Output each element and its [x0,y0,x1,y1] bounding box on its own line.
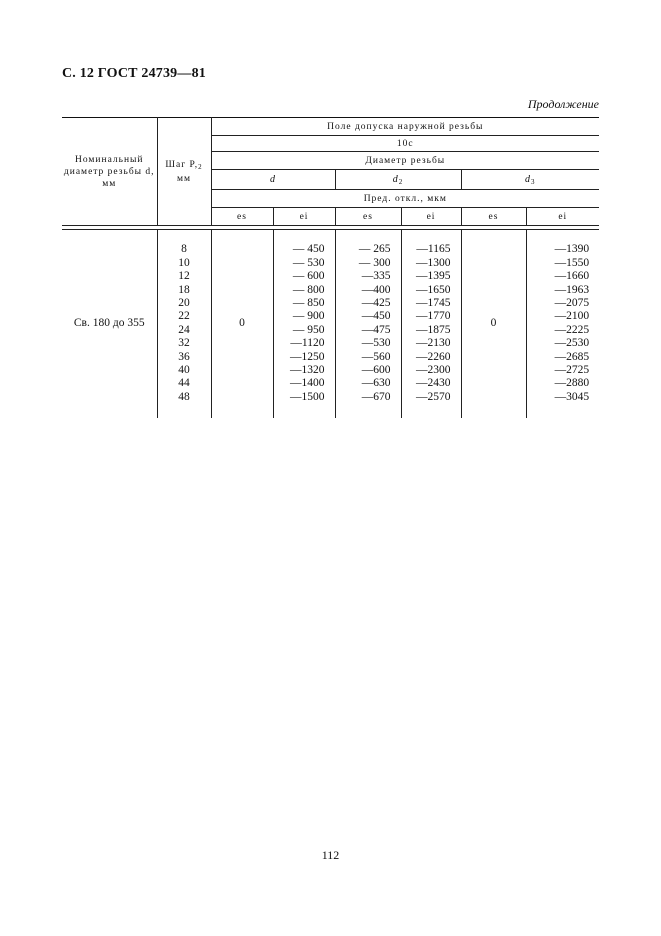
pitch-cell: 10 [157,257,211,270]
d2-es-cell: —425 [335,297,401,310]
nominal-header-line-2: диаметр резьбы d, [63,166,155,177]
d2-ei-cell: —1650 [401,284,461,297]
page-title: С. 12 ГОСТ 24739—81 [62,66,206,81]
d2-ei-cell: —2570 [401,391,461,404]
thread-tolerance-table [62,117,599,418]
d-ei-cell: — 600 [273,270,335,283]
d3-ei-cell: —2880 [526,377,599,390]
d2-ei-cell: —2430 [401,377,461,390]
d2-es-cell: —475 [335,324,401,337]
d-ei-cell: — 900 [273,310,335,323]
tolerance-class-header: 10c [211,136,599,152]
d-ei-header: ei [273,208,335,226]
pitch-cell: 32 [157,337,211,350]
d2-ei-cell: —1875 [401,324,461,337]
d2-es-cell: —600 [335,364,401,377]
nominal-header-line-3: мм [102,178,117,189]
d2-es-cell: —560 [335,351,401,364]
nominal-header-line-1: Номинальный [74,154,144,165]
diameter-d2-header: $d_2$ [335,170,461,190]
pitch-cell: 48 [157,391,211,404]
d2-ei-cell: —1165 [401,243,461,256]
d2-ei-cell: —1300 [401,257,461,270]
page-number: 112 [321,848,340,862]
d2-ei-header: ei [401,208,461,226]
d-ei-cell: — 450 [273,243,335,256]
d3-ei-cell: —1660 [526,270,599,283]
pitch-cell: 44 [157,377,211,390]
diameter-d-header: d [211,170,335,190]
d-es-header: es [211,208,273,226]
diameter-d3-header: $d_3$ [461,170,599,190]
d3-ei-header: ei [526,208,599,226]
d2-ei-cell: —2130 [401,337,461,350]
d-ei-cell: — 950 [273,324,335,337]
d3-ei-cell: —1390 [526,243,599,256]
d3-es-header: es [461,208,526,226]
deviations-header: Пред. откл., мкм [211,190,599,208]
pitch-header-sub: 2 [198,162,203,171]
table-row [62,243,599,256]
d-ei-cell: — 800 [273,284,335,297]
d-ei-cell: —1500 [273,391,335,404]
d3-ei-cell: —1550 [526,257,599,270]
d2-ei-cell: —1395 [401,270,461,283]
d3-ei-cell: —2530 [526,337,599,350]
d3-ei-cell: —2100 [526,310,599,323]
pitch-cell: 12 [157,270,211,283]
d2-es-cell: —530 [335,337,401,350]
d2-es-cell: — 265 [335,243,401,256]
d2-ei-cell: —2300 [401,364,461,377]
pitch-cell: 24 [157,324,211,337]
d-ei-cell: —1400 [273,377,335,390]
pitch-cell: 18 [157,284,211,297]
d3-es-value: 0 [461,243,526,404]
d-ei-cell: —1250 [273,351,335,364]
d-ei-cell: —1320 [273,364,335,377]
continuation-label: Продолжение [527,97,599,111]
diameter-range-label: Св. 180 до 355 [73,317,145,330]
tolerance-field-header: Поле допуска наружной резьбы [211,118,599,136]
thread-diameter-header: Диаметр резьбы [211,152,599,170]
pitch-cell: 20 [157,297,211,310]
d2-ei-cell: —2260 [401,351,461,364]
pitch-header-line-1: Шаг P, [165,159,199,170]
d2-ei-cell: —1745 [401,297,461,310]
d2-es-cell: —335 [335,270,401,283]
pitch-header [157,118,211,226]
d2-es-cell: —400 [335,284,401,297]
d2-es-cell: — 300 [335,257,401,270]
pitch-cell: 8 [157,243,211,256]
d3-ei-cell: —2225 [526,324,599,337]
d2-es-cell: —450 [335,310,401,323]
d3-ei-cell: —2725 [526,364,599,377]
pitch-header-line-2: мм [176,173,192,184]
d3-ei-cell: —2685 [526,351,599,364]
d3-ei-cell: —3045 [526,391,599,404]
nominal-diameter-header [62,118,157,226]
d3-ei-cell: —1963 [526,284,599,297]
d2-es-cell: —630 [335,377,401,390]
pitch-cell: 22 [157,310,211,323]
d-es-value: 0 [211,243,273,404]
d2-ei-cell: —1770 [401,310,461,323]
d-ei-cell: —1120 [273,337,335,350]
pitch-cell: 36 [157,351,211,364]
d3-ei-cell: —2075 [526,297,599,310]
d2-es-cell: —670 [335,391,401,404]
d-ei-cell: — 850 [273,297,335,310]
d-ei-cell: — 530 [273,257,335,270]
pitch-cell: 40 [157,364,211,377]
d2-es-header: es [335,208,401,226]
